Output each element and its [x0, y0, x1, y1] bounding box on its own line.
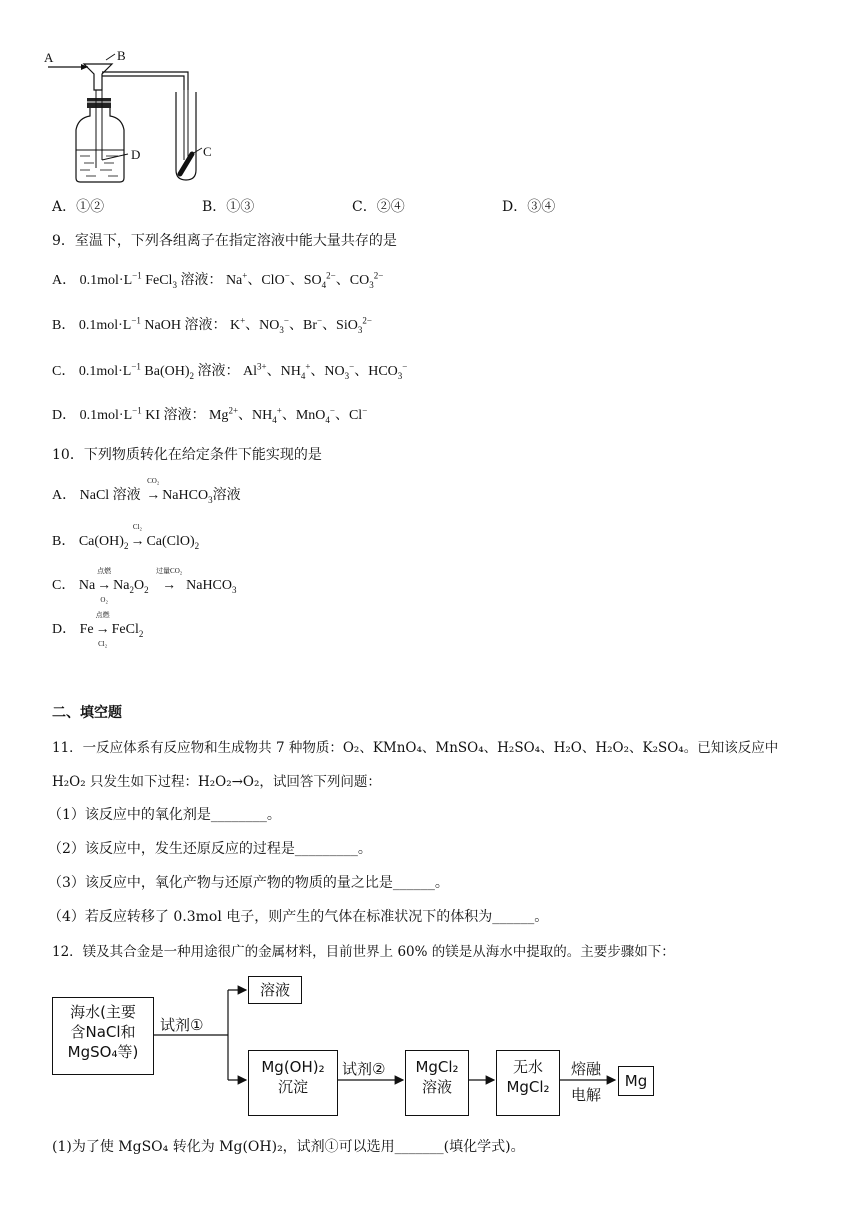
flow-anhydrous-mgcl2: 无水 MgCl₂ [496, 1050, 560, 1116]
flow-electrolysis-bottom: 电解 [571, 1086, 602, 1104]
q11-part-3: （3）该反应中，氧化产物与还原产物的物质的量之比是______。 [48, 875, 449, 891]
section-title: 二、填空题 [52, 705, 122, 721]
q8-option-d[interactable] [502, 196, 555, 216]
option-letter: C． [52, 578, 76, 593]
option-text: ③④ [527, 199, 556, 215]
option-text: ②④ [376, 199, 405, 215]
flow-electrolysis-top: 熔融 [571, 1060, 602, 1078]
option-letter: D． [52, 408, 77, 423]
q11-part-2: （2）该反应中，发生还原反应的过程是_________。 [48, 841, 372, 857]
flow-reagent2: 试剂② [342, 1060, 386, 1078]
q10-stem: 10．下列物质转化在给定条件下能实现的是 [52, 447, 322, 463]
flow-reagent1: 试剂① [160, 1016, 204, 1034]
flow-solution: 溶液 [248, 976, 302, 1004]
q10-option-a[interactable]: A． NaCl 溶液 CO₂ → NaHCO$_3$溶液 [52, 477, 241, 505]
q12-stem: 12．镁及其合金是一种用途很广的金属材料，目前世界上 60% 的镁是从海水中提取的。主要步骤如下： [52, 944, 675, 960]
q9-option-b[interactable]: B． $0.1mol\cdot L^{-1}$ NaOH 溶液： K+、$NO_3^-$、Br−、SiO$_3^{2-}$ [52, 315, 372, 335]
q10-option-b[interactable]: B． $Ca(OH)_2$ Cl₂ → $Ca(ClO)_2$ [52, 523, 200, 551]
flow-seawater: 海水(主要 含NaCl和 MgSO₄等) [52, 997, 154, 1075]
reaction-arrow: 点燃 → O₂ [97, 567, 112, 604]
option-letter: D． [52, 622, 77, 637]
q8-option-a[interactable] [52, 196, 104, 216]
q8-option-c[interactable] [352, 196, 405, 216]
option-letter: B． [52, 318, 76, 333]
flow-mgcl2-solution: MgCl₂ 溶液 [405, 1050, 469, 1116]
q9-stem: 9．室温下，下列各组离子在指定溶液中能大量共存的是 [52, 233, 397, 249]
q9-option-c[interactable]: C． $0.1mol\cdot L^{-1}$ $Ba(OH)_2$ 溶液： $Al^{3+}$、$NH_4^+$、$NO_3^-$、$HCO_3^-$ [52, 361, 408, 381]
flow-mgoh2-precipitate: Mg(OH)₂ 沉淀 [248, 1050, 338, 1116]
reaction-arrow: Cl₂ → [130, 523, 145, 549]
label-b: B [117, 48, 126, 63]
q12-part-1: (1)为了使 MgSO₄ 转化为 Mg(OH)₂，试剂①可以选用_______(填化学式)。 [52, 1139, 525, 1155]
q9-option-d[interactable]: D． $0.1mol\cdot L^{-1}$ KI 溶液： $Mg^{2+}$、$NH_4^+$、MnO$_4$−、Cl− [52, 405, 368, 425]
option-letter: A． [52, 488, 77, 503]
reaction-arrow: 点燃 → Cl₂ [95, 611, 110, 648]
label-c: C [203, 144, 212, 159]
option-letter: C． [352, 199, 377, 215]
option-letter: B． [202, 199, 227, 215]
q11-part-1: （1）该反应中的氧化剂是________。 [48, 807, 281, 823]
reaction-arrow: 过量CO₂ → [156, 567, 183, 593]
option-letter: D． [502, 199, 528, 215]
option-text: ①③ [226, 199, 255, 215]
flow-mg: Mg [618, 1066, 654, 1096]
label-d: D [131, 147, 141, 162]
q10-option-c[interactable]: C． Na 点燃 → O₂ $Na_2O_2$ 过量CO₂ → NaHCO$_3$ [52, 567, 237, 604]
q11-stem-line2: H₂O₂ 只发生如下过程：H₂O₂→O₂，试回答下列问题： [52, 774, 381, 790]
q8-option-b[interactable] [202, 196, 254, 216]
option-text: ①② [76, 199, 105, 215]
q10-option-d[interactable]: D． Fe 点燃 → Cl₂ FeCl$_2$ [52, 611, 144, 648]
option-letter: B． [52, 534, 76, 549]
reaction-arrow: CO₂ → [146, 477, 161, 503]
option-letter: A． [52, 199, 77, 215]
q11-stem-line1: 11．一反应体系有反应物和生成物共 7 种物质：O₂、KMnO₄、MnSO₄、H₂SO₄、H₂O、H₂O₂、K₂SO₄。已知该反应中 [52, 740, 779, 756]
option-letter: C． [52, 364, 76, 379]
option-letter: A． [52, 273, 77, 288]
apparatus-diagram [40, 50, 220, 185]
label-a: A [44, 50, 54, 65]
q9-option-a[interactable]: A． $0.1mol\cdot L^{-1}$ FeCl$_3$ 溶液： Na+、ClO−、$SO_4^{2-}$、$CO_3^{2-}$ [52, 270, 384, 290]
q11-part-4: （4）若反应转移了 0.3mol 电子，则产生的气体在标准状况下的体积为______。 [48, 909, 549, 925]
